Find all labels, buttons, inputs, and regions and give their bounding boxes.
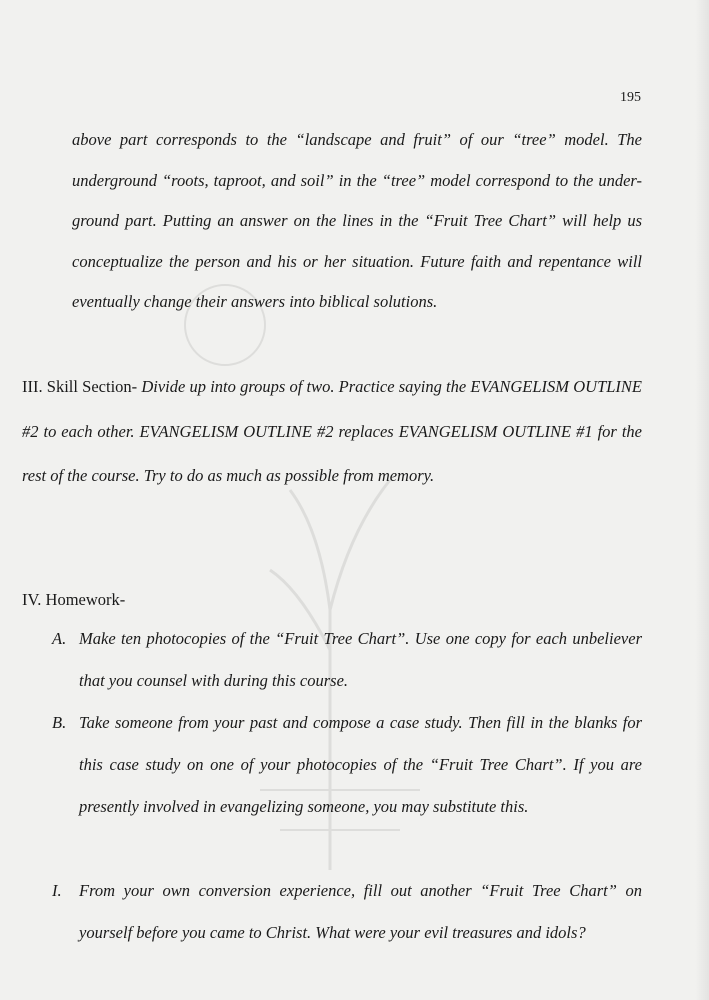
homework-item-text: Take someone from your past and compose a case study. Then fill in the blanks for this case study on one of your photocopies of the “Fruit Tree Chart”. If you are presently involved in evangelizing someone, you may substitute this.: [79, 713, 642, 816]
scan-shadow: [695, 0, 709, 1000]
homework-item: [52, 870, 642, 954]
homework-item-text: Make ten photocopies of the “Fruit Tree Chart”. Use one copy for each unbeliever that you counsel with during this course.: [79, 629, 642, 690]
homework-item-letter: A.: [52, 629, 67, 648]
skill-section-heading: III. Skill Section-: [22, 377, 138, 396]
homework-heading: IV. Homework-: [22, 590, 126, 609]
page-number: 195: [620, 90, 641, 105]
intro-paragraph: above part corresponds to the “landscape and fruit” of our “tree” model. The underground “roots, taproot, and soil” in the “tree” model correspond to the under-ground part. Putting an answer on the lines in the “Fruit Tree Chart” will help us conceptualize the person and his or her situation. Future faith and repentance will eventually change their answers into biblical solutions.: [72, 130, 642, 311]
homework-item-letter: B.: [52, 713, 67, 732]
skill-section-body: Divide up into groups of two. Practice saying the EVANGELISM OUTLINE #2 to each other. EVANGELISM OUTLINE #2 replaces EVANGELISM OUTLINE #1 for the rest of the course. Try to do as much as possible from memory.: [22, 377, 643, 485]
skill-section: [22, 365, 642, 499]
homework-item: [52, 618, 642, 702]
homework-item-text: From your own conversion experience, fill out another “Fruit Tree Chart” on yourself before you came to Christ. What were your evil treasures and idols?: [79, 881, 642, 942]
homework-item-letter: I.: [52, 881, 62, 900]
homework-item: [52, 702, 642, 828]
